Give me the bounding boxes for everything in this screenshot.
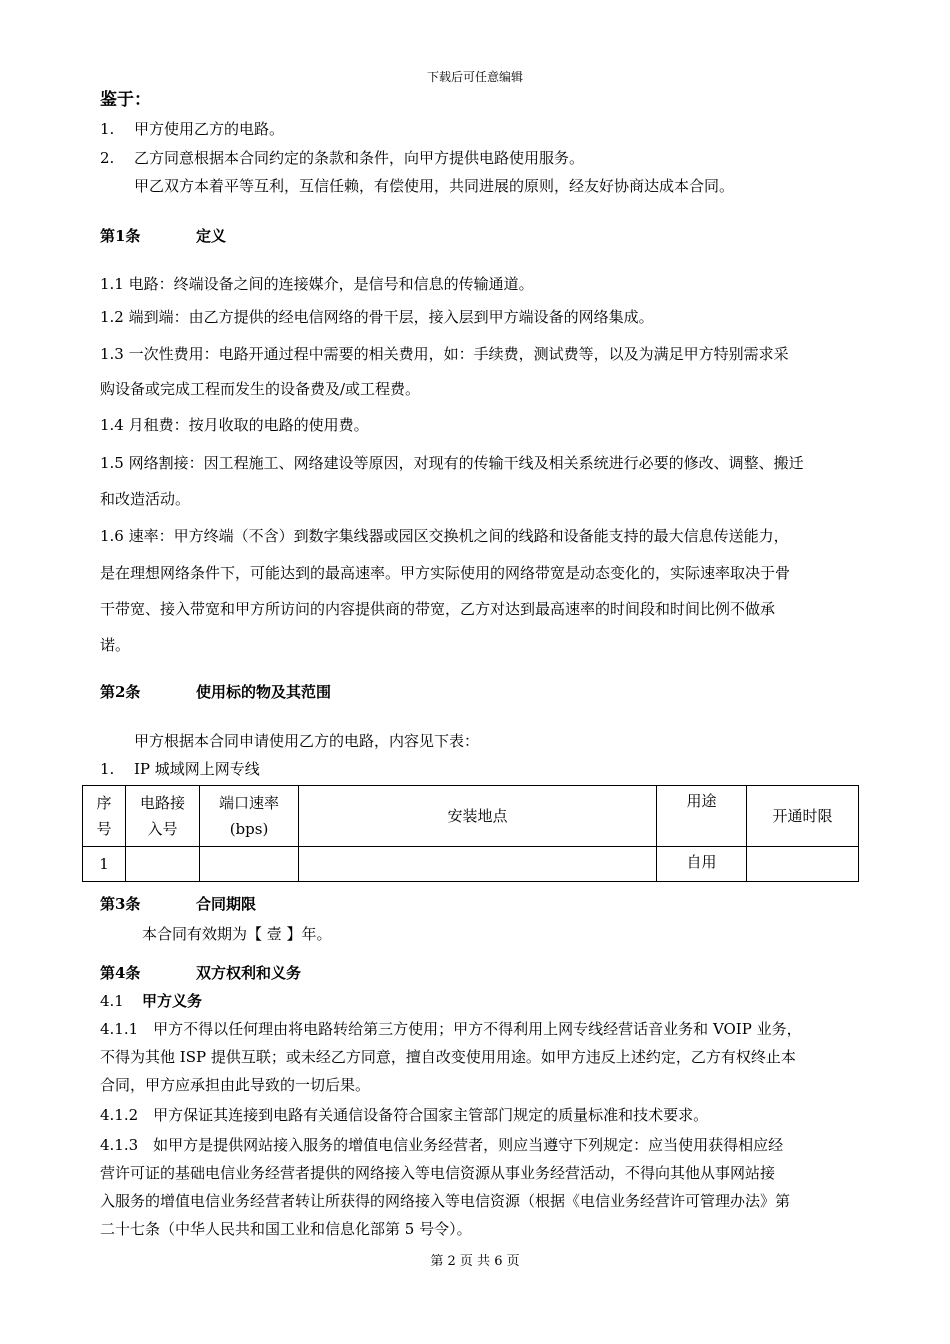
- preamble-item-2-text: 乙方同意根据本合同约定的条款和条件，向甲方提供电路使用服务。: [134, 149, 585, 167]
- cell-usage: 自用: [657, 847, 747, 882]
- article-2-title: 使用标的物及其范围: [196, 683, 332, 701]
- clause-4-1-1-line-3: 合同，甲方应承担由此导致的一切后果。: [100, 1076, 371, 1094]
- cell-activation-time: [747, 847, 859, 882]
- article-2-heading: [100, 681, 331, 702]
- definition-1-1: 1.1 电路：终端设备之间的连接媒介，是信号和信息的传输通道。: [100, 275, 534, 293]
- article-4-heading: [100, 962, 301, 983]
- definition-1-6-line-1: 1.6 速率：甲方终端（不含）到数字集线器或园区交换机之间的线路和设备能支持的最大信息传送能力，: [100, 527, 789, 545]
- article-1-title: 定义: [196, 227, 227, 245]
- definition-1-6-line-2: 是在理想网络条件下，可能达到的最高速率。甲方实际使用的网络带宽是动态变化的，实际速率取决于骨: [100, 564, 791, 582]
- preamble-item-2-num: 2.: [100, 149, 115, 167]
- header-activation-time: 开通时限: [747, 786, 859, 847]
- header-usage: 用途: [657, 786, 747, 847]
- section-4-1-title: 甲方义务: [142, 992, 203, 1010]
- clause-4-1-1-line-2: 不得为其他 ISP 提供互联；或未经乙方同意，擅自改变使用用途。如甲方违反上述约定，乙方有权终止本: [100, 1048, 796, 1066]
- clause-4-1-3-line-4: 二十七条（中华人民共和国工业和信息化部第 5 号令）。: [100, 1220, 472, 1238]
- preamble-item-1-text: 甲方使用乙方的电路。: [134, 120, 285, 138]
- cell-seq: 1: [83, 847, 126, 882]
- header-circuit-no: 电路接 入号: [126, 786, 200, 847]
- definition-1-4: 1.4 月租费：按月收取的电路的使用费。: [100, 416, 369, 434]
- article-2-num: 第2条: [100, 683, 141, 701]
- definition-1-6-line-4: 诺。: [100, 636, 131, 654]
- preamble-title: 鉴于：: [100, 90, 151, 110]
- definition-1-2: 1.2 端到端：由乙方提供的经电信网络的骨干层，接入层到甲方端设备的网络集成。: [100, 308, 654, 326]
- cell-install-address: [299, 847, 657, 882]
- preamble-item-2: [100, 147, 584, 168]
- clause-4-1-1-line-1: 4.1.1 甲方不得以任何理由将电路转给第三方使用；甲方不得利用上网专线经营话音业务和 VOIP 业务，: [100, 1020, 802, 1038]
- section-4-1-heading: [100, 990, 202, 1011]
- clause-4-1-3-line-3: 入服务的增值电信业务经营者转让所获得的网络接入等电信资源（根据《电信业务经营许可管理办法》第: [100, 1192, 791, 1210]
- definition-1-5-line-1: 1.5 网络割接：因工程施工、网络建设等原因，对现有的传输干线及相关系统进行必要的修改、调整、搬迁: [100, 454, 804, 472]
- circuit-table: [82, 785, 859, 882]
- definition-1-6-line-3: 干带宽、接入带宽和甲方所访问的内容提供商的带宽，乙方对达到最高速率的时间段和时间比例不做承: [100, 600, 776, 618]
- clause-4-1-2: 4.1.2 甲方保证其连接到电路有关通信设备符合国家主管部门规定的质量标准和技术要求。: [100, 1106, 709, 1124]
- header-install-address: 安装地点: [299, 786, 657, 847]
- section-4-1-num: 4.1: [100, 992, 124, 1010]
- article-1-heading: [100, 225, 226, 246]
- article-2-intro: 甲方根据本合同申请使用乙方的电路，内容见下表：: [134, 732, 480, 750]
- article-4-num: 第4条: [100, 964, 141, 982]
- page-footer: 第 2 页 共 6 页: [430, 1254, 520, 1269]
- cell-circuit-no: [126, 847, 200, 882]
- preamble-item-1-num: 1.: [100, 120, 115, 138]
- article-2-item-text: IP 城域网上网专线: [134, 760, 260, 778]
- clause-4-1-3-line-1: 4.1.3 如甲方是提供网站接入服务的增值电信业务经营者，则应当遵守下列规定：应当使用获得相应经: [100, 1136, 784, 1154]
- table-row: [83, 847, 859, 882]
- header-seq: 序 号: [83, 786, 126, 847]
- definition-1-3-line-2: 购设备或完成工程而发生的设备费及/或工程费。: [100, 380, 421, 398]
- definition-1-3-line-1: 1.3 一次性费用：电路开通过程中需要的相关费用，如：手续费，测试费等，以及为满足甲方特别需求采: [100, 345, 789, 363]
- preamble-item-1: [100, 118, 284, 139]
- page-header: 下载后可任意编辑: [426, 70, 523, 84]
- article-3-title: 合同期限: [196, 895, 257, 913]
- article-2-item-1: [100, 758, 260, 779]
- table-header-row: [83, 786, 859, 847]
- preamble-closing: 甲乙双方本着平等互利，互信任赖，有偿使用，共同进展的原则，经友好协商达成本合同。: [134, 177, 735, 195]
- header-port-rate: 端口速率 (bps): [200, 786, 299, 847]
- clause-4-1-3-line-2: 营许可证的基础电信业务经营者提供的网络接入等电信资源从事业务经营活动，不得向其他从事网站接: [100, 1164, 776, 1182]
- definition-1-5-line-2: 和改造活动。: [100, 490, 191, 508]
- article-4-title: 双方权利和义务: [196, 964, 302, 982]
- article-2-item-num: 1.: [100, 760, 115, 778]
- cell-port-rate: [200, 847, 299, 882]
- article-3-heading: [100, 893, 256, 914]
- article-1-num: 第1条: [100, 227, 141, 245]
- article-3-text: 本合同有效期为【 壹 】年。: [142, 925, 332, 943]
- article-3-num: 第3条: [100, 895, 141, 913]
